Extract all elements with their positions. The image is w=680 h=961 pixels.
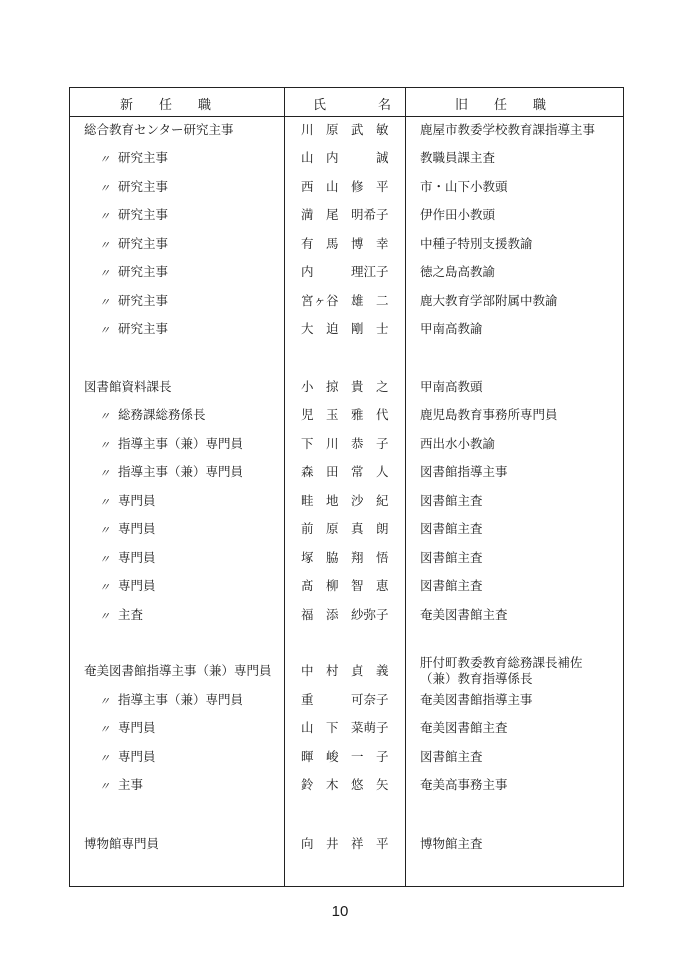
old-position-cell-line2: （兼）教育指導係長	[420, 671, 533, 686]
ditto-mark: 〃	[99, 553, 110, 566]
name-cell: 鈴 木 悠 矢	[301, 777, 389, 792]
old-position-cell: 伊作田小教頭	[420, 207, 496, 222]
ditto-mark: 〃	[99, 467, 110, 480]
ditto-mark: 〃	[99, 182, 110, 195]
name-cell: 山 下 菜萌子	[301, 720, 389, 735]
old-position-cell: 中種子特別支援教諭	[420, 236, 533, 251]
old-position-cell: 図書館指導主事	[420, 464, 508, 479]
column-divider	[284, 88, 285, 886]
old-position-cell: 鹿児島教育事務所専門員	[420, 407, 558, 422]
new-position-cell: 図書館資料課長	[84, 379, 172, 394]
ditto-mark: 〃	[99, 496, 110, 509]
new-position-cell: 主査	[118, 607, 144, 622]
old-position-cell: 奄美図書館指導主事	[420, 692, 533, 707]
ditto-mark: 〃	[99, 324, 110, 337]
old-position-cell: 図書館主査	[420, 521, 483, 536]
new-position-cell: 研究主事	[118, 293, 169, 308]
ditto-mark: 〃	[99, 410, 110, 423]
old-position-cell: 徳之島高教諭	[420, 264, 496, 279]
name-cell: 小 掠 貴 之	[301, 379, 389, 394]
new-position-cell: 総合教育センター研究主事	[84, 122, 234, 137]
new-position-cell: 指導主事（兼）専門員	[118, 464, 244, 479]
old-position-cell: 図書館主査	[420, 749, 483, 764]
name-cell: 満 尾 明希子	[301, 207, 389, 222]
name-cell: 児 玉 雅 代	[301, 407, 389, 422]
new-position-cell: 総務課総務係長	[118, 407, 206, 422]
new-position-cell: 研究主事	[118, 179, 169, 194]
new-position-cell: 研究主事	[118, 150, 169, 165]
name-cell: 森 田 常 人	[301, 464, 389, 479]
new-position-cell: 奄美図書館指導主事（兼）専門員	[84, 663, 272, 678]
old-position-cell: 市・山下小教頭	[420, 179, 508, 194]
header-name: 氏 名	[313, 98, 392, 113]
new-position-cell: 研究主事	[118, 321, 169, 336]
ditto-mark: 〃	[99, 524, 110, 537]
ditto-mark: 〃	[99, 239, 110, 252]
old-position-cell: 甲南高教頭	[420, 379, 483, 394]
column-divider	[405, 88, 406, 886]
name-cell: 西 山 修 平	[301, 179, 389, 194]
new-position-cell: 専門員	[118, 493, 156, 508]
old-position-cell: 奄美図書館主査	[420, 607, 508, 622]
old-position-cell: 鹿大教育学部附属中教諭	[420, 293, 558, 308]
old-position-cell: 図書館主査	[420, 578, 483, 593]
name-cell: 川 原 武 敏	[301, 122, 389, 137]
new-position-cell: 専門員	[118, 578, 156, 593]
new-position-cell: 研究主事	[118, 236, 169, 251]
name-cell: 福 添 紗弥子	[301, 607, 389, 622]
name-cell: 内 理江子	[301, 264, 389, 279]
name-cell: 宮ヶ谷 雄 二	[301, 293, 389, 308]
old-position-cell: 鹿屋市教委学校教育課指導主事	[420, 122, 596, 137]
name-cell: 塚 脇 翔 悟	[301, 550, 389, 565]
name-cell: 暉 峻 一 子	[301, 749, 389, 764]
old-position-cell: 図書館主査	[420, 550, 483, 565]
ditto-mark: 〃	[99, 780, 110, 793]
old-position-cell: 奄美高事務主事	[420, 777, 508, 792]
old-position-cell: 図書館主査	[420, 493, 483, 508]
new-position-cell: 主事	[118, 777, 144, 792]
name-cell: 中 村 貞 義	[301, 663, 389, 678]
old-position-cell: 博物館主査	[420, 836, 483, 851]
new-position-cell: 指導主事（兼）専門員	[118, 692, 244, 707]
ditto-mark: 〃	[99, 723, 110, 736]
header-new-position: 新 任 職	[120, 98, 212, 113]
old-position-cell: 甲南高教諭	[420, 321, 483, 336]
old-position-cell: 教職員課主査	[420, 150, 496, 165]
ditto-mark: 〃	[99, 439, 110, 452]
new-position-cell: 専門員	[118, 550, 156, 565]
new-position-cell: 専門員	[118, 521, 156, 536]
ditto-mark: 〃	[99, 267, 110, 280]
ditto-mark: 〃	[99, 210, 110, 223]
name-cell: 大 迫 剛 士	[301, 321, 389, 336]
name-cell: 下 川 恭 子	[301, 436, 389, 451]
name-cell: 髙 柳 智 恵	[301, 578, 389, 593]
old-position-cell: 西出水小教諭	[420, 436, 496, 451]
old-position-cell: 肝付町教委教育総務課長補佐	[420, 655, 583, 670]
new-position-cell: 指導主事（兼）専門員	[118, 436, 244, 451]
name-cell: 畦 地 沙 紀	[301, 493, 389, 508]
ditto-mark: 〃	[99, 610, 110, 623]
new-position-cell: 研究主事	[118, 207, 169, 222]
new-position-cell: 研究主事	[118, 264, 169, 279]
header-old-position: 旧 任 職	[455, 98, 547, 113]
ditto-mark: 〃	[99, 153, 110, 166]
new-position-cell: 専門員	[118, 749, 156, 764]
ditto-mark: 〃	[99, 296, 110, 309]
ditto-mark: 〃	[99, 695, 110, 708]
name-cell: 有 馬 博 幸	[301, 236, 389, 251]
new-position-cell: 専門員	[118, 720, 156, 735]
header-divider	[70, 116, 623, 117]
old-position-cell: 奄美図書館主査	[420, 720, 508, 735]
ditto-mark: 〃	[99, 581, 110, 594]
name-cell: 山 内 誠	[301, 150, 389, 165]
page-number: 10	[331, 903, 349, 920]
name-cell: 重 可奈子	[301, 692, 389, 707]
name-cell: 向 井 祥 平	[301, 836, 389, 851]
name-cell: 前 原 真 朗	[301, 521, 389, 536]
new-position-cell: 博物館専門員	[84, 836, 160, 851]
ditto-mark: 〃	[99, 752, 110, 765]
